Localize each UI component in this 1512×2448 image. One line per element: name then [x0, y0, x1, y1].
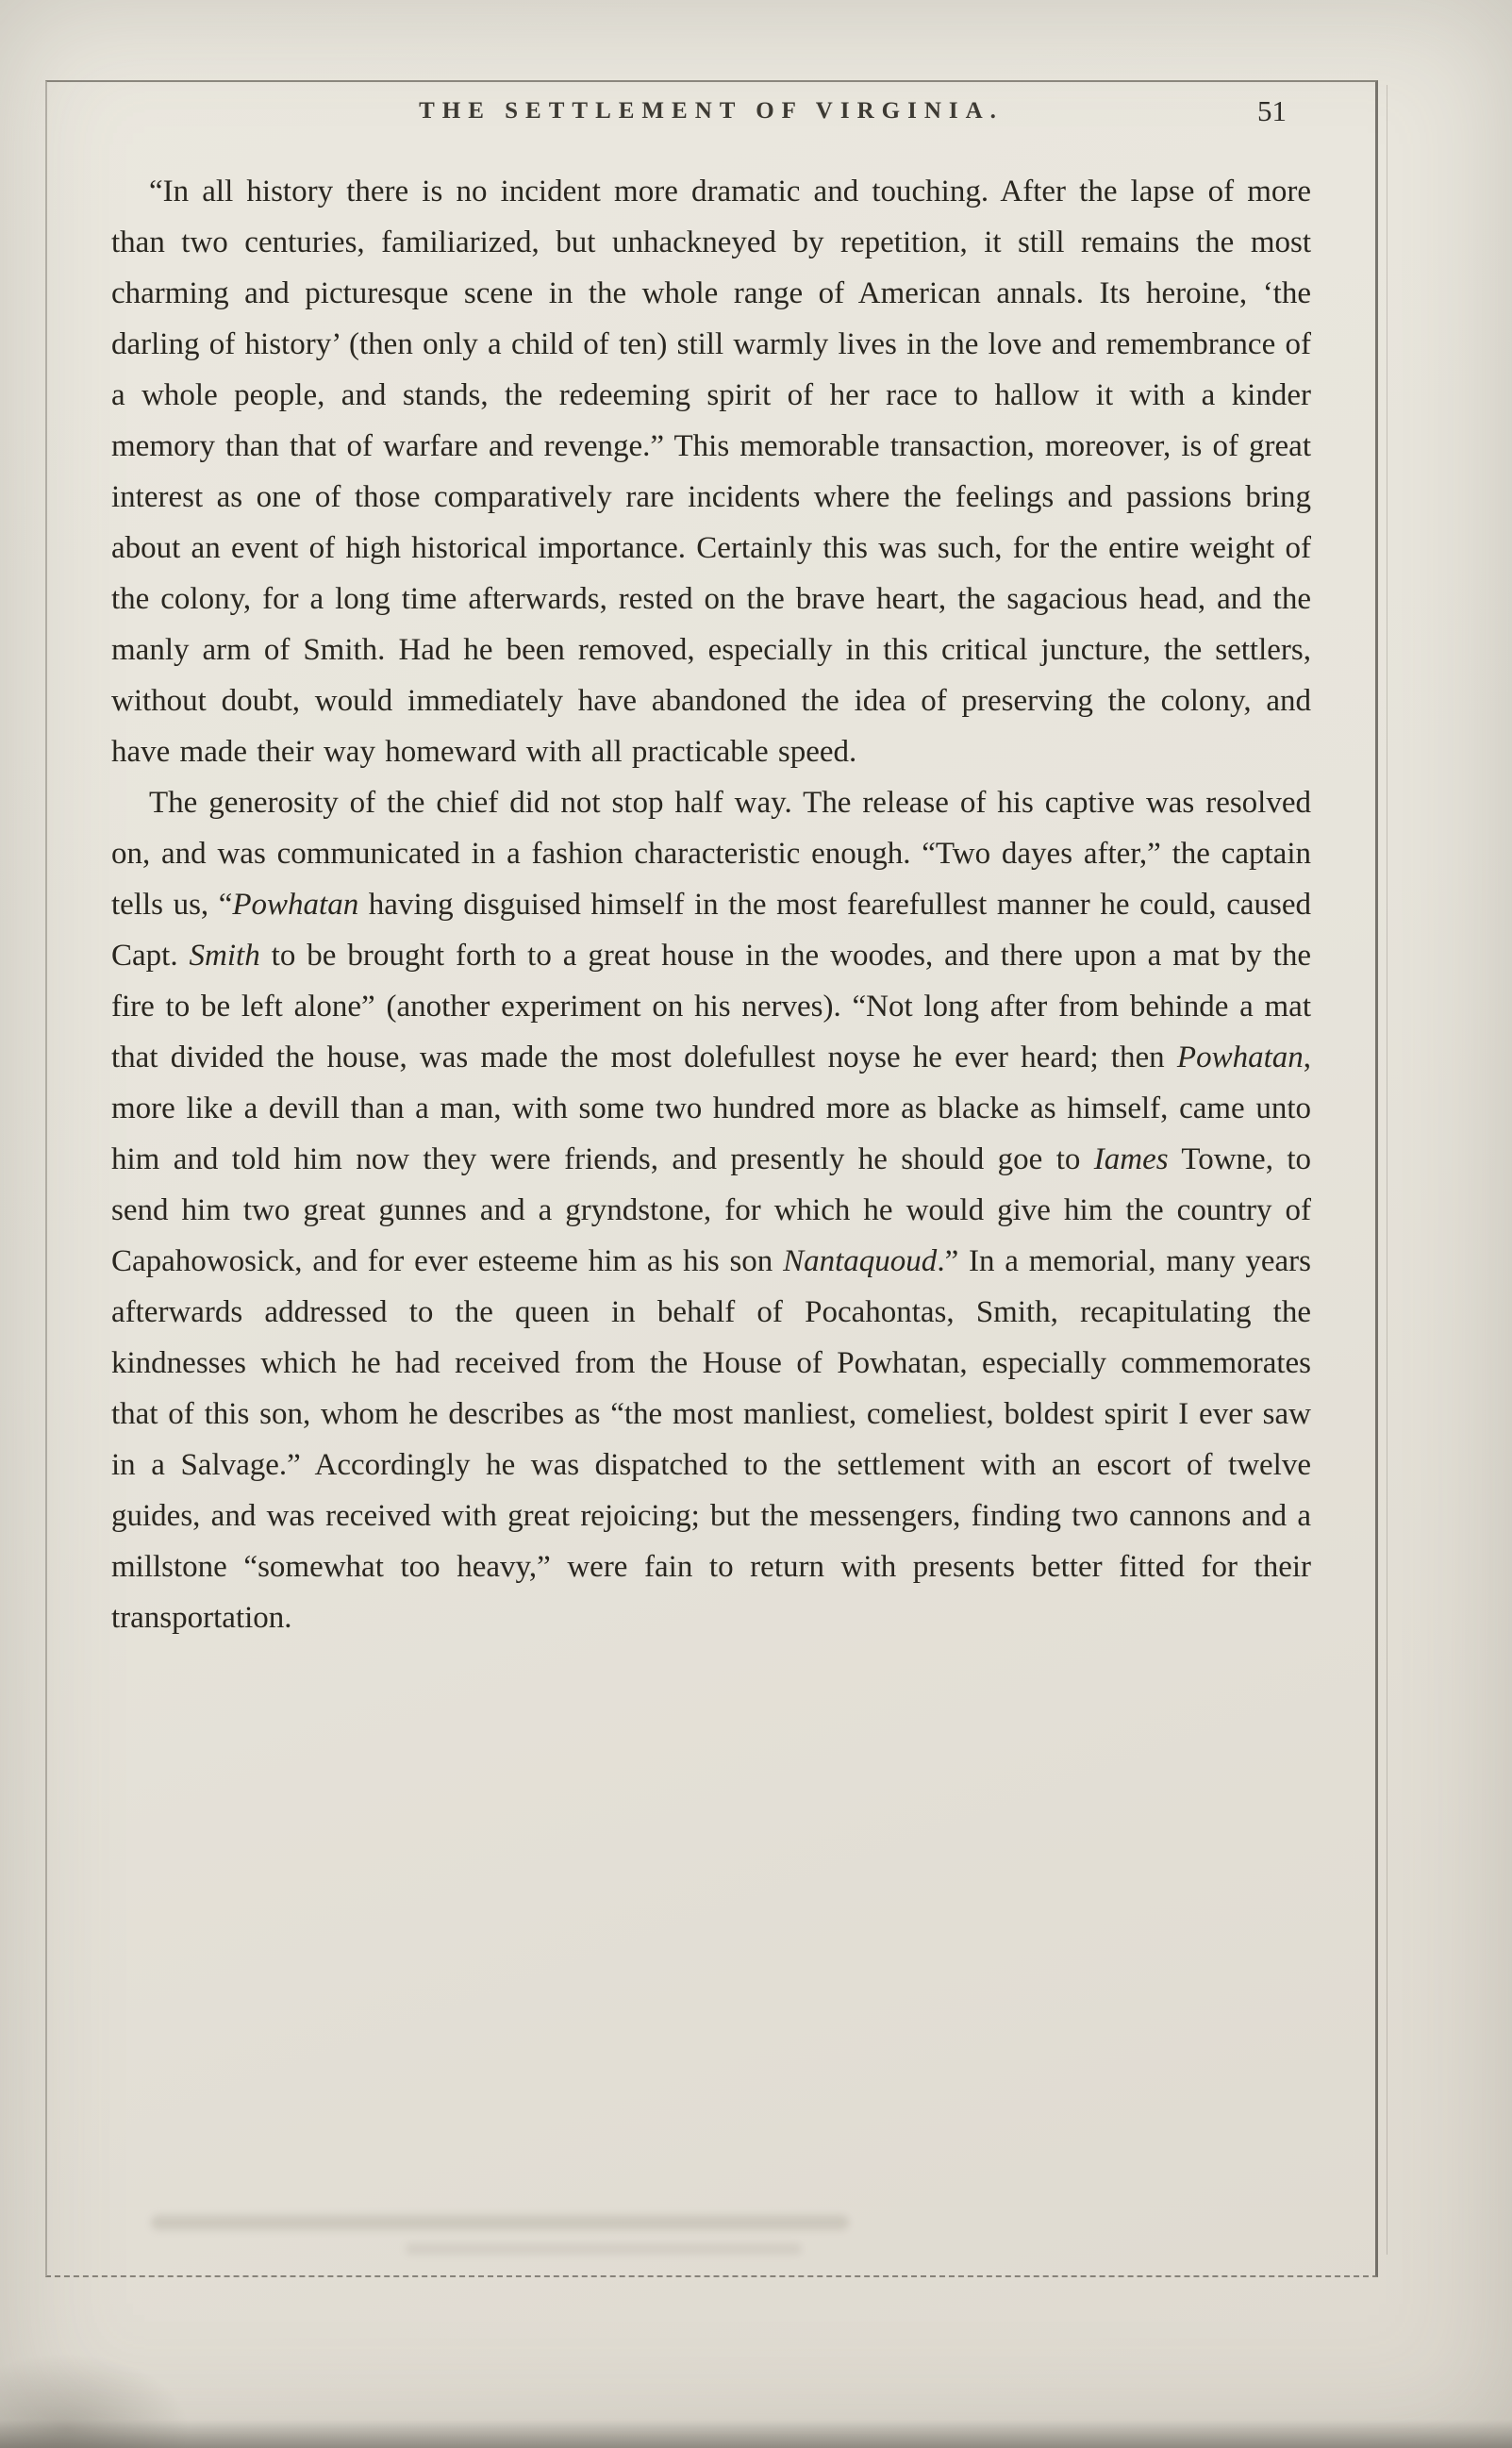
page-header	[111, 94, 1311, 153]
body-paragraph-2: The generosity of the chief did not stop half way. The release of his captive was resolved on, and was communicated in a fashion characteristic enough. “Two dayes after,” the captain tells us, “Powhatan having disguised himself in the most fearefullest manner he could, caused Capt. Smith to be brought forth to a great house in the woodes, and there upon a mat by the fire to be left alone” (another experiment on his nerves). “Not long after from behinde a mat that divided the house, was made the most dolefullest noyse he ever heard; then Powhatan, more like a devill than a man, with some two hundred more as blacke as himself, came unto him and told him now they were friends, and presently he should goe to Iames Towne, to send him two great gunnes and a gryndstone, for which he would give him the country of Capahowosick, and for ever esteeme him as his son Nantaquoud.” In a memorial, many years afterwards addressed to the queen in behalf of Pocahontas, Smith, recapitulating the kindnesses which he had received from the House of Powhatan, especially commemorates that of this son, whom he describes as “the most manliest, comeliest, boldest spirit I ever saw in a Salvage.” Accordingly he was dispatched to the settlement with an escort of twelve guides, and was received with great rejoicing; but the messengers, finding two cannons and a millstone “somewhat too heavy,” were fain to return with presents better fitted for their transportation.	[111, 786, 1312, 1635]
page-body	[111, 166, 1311, 1643]
body-paragraph-1: “In all history there is no incident more dramatic and touching. After the lapse of more than two centuries, familiarized, but unhackneyed by repetition, it still remains the most charming and picturesque scene in the whole range of American annals. Its heroine, ‘the darling of history’ (then only a child of ten) still warmly lives in the love and remembrance of a whole people, and stands, the redeeming spirit of her race to hallow it with a kinder memory than that of warfare and revenge.” This memorable transaction, moreover, is of great interest as one of those comparatively rare incidents where the feelings and passions bring about an event of high historical importance. Certainly this was such, for the entire weight of the colony, for a long time afterwards, rested on the brave heart, the sagacious head, and the manly arm of Smith. Had he been removed, especially in this critical juncture, the settlers, without doubt, would immediately have abandoned the idea of preserving the colony, and have made their way homeward with all practicable speed.	[111, 175, 1311, 769]
scan-bottom-edge	[0, 2420, 1512, 2448]
page-number: 51	[1257, 94, 1287, 127]
running-title: THE SETTLEMENT OF VIRGINIA.	[419, 98, 1004, 124]
ink-smudge	[406, 2243, 802, 2255]
page-content	[111, 94, 1312, 1643]
ink-smudge	[151, 2215, 849, 2230]
